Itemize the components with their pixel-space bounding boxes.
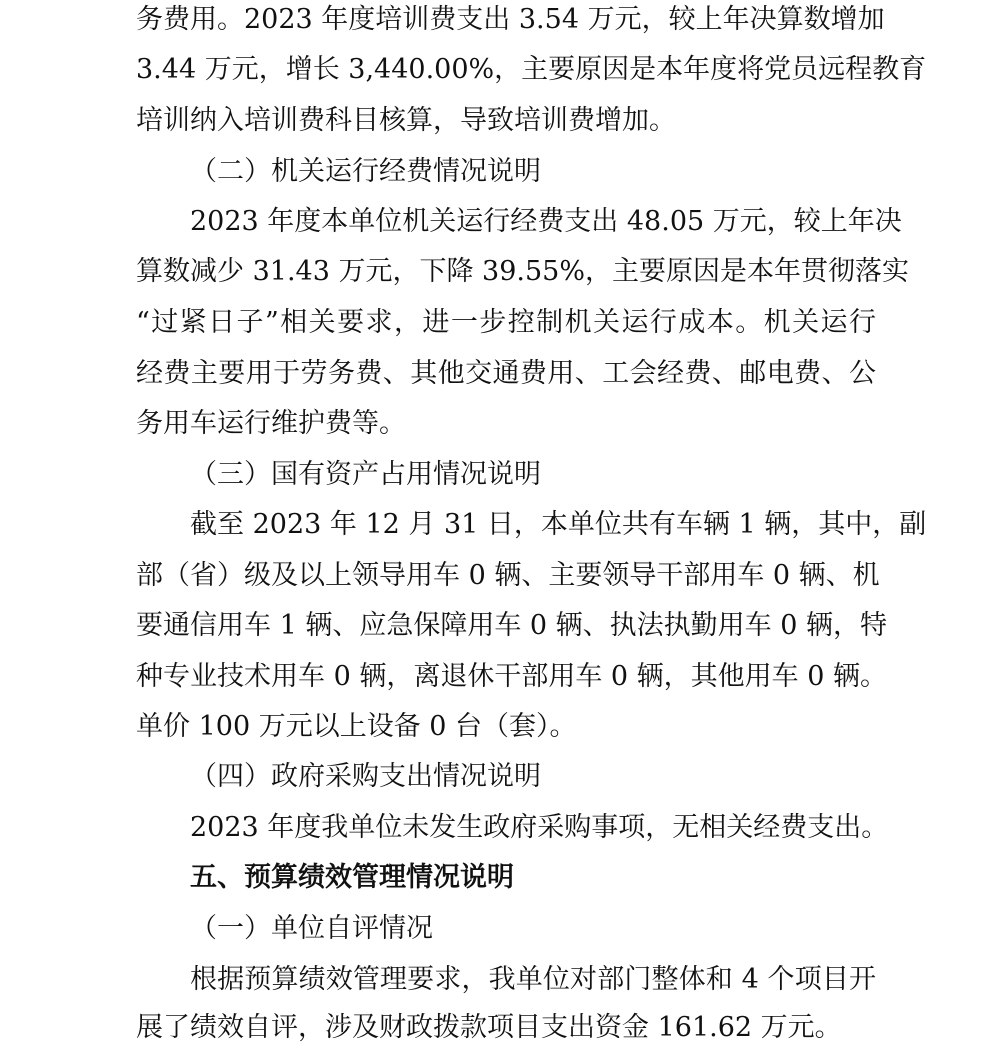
section-heading: （一）单位自评情况 [190,913,433,944]
paragraph-line: 根据预算绩效管理要求，我单位对部门整体和 4 个项目开 [190,964,876,995]
section-heading: （三）国有资产占用情况说明 [190,459,541,490]
chapter-heading: 五、预算绩效管理情况说明 [190,862,514,893]
paragraph-line: “过紧日子”相关要求，进一步控制机关运行成本。机关运行 [136,307,876,338]
paragraph-line: 2023 年度我单位未发生政府采购事项，无相关经费支出。 [190,812,889,843]
paragraph-line: 要通信用车 1 辆、应急保障用车 0 辆、执法执勤用车 0 辆，特 [136,610,888,641]
paragraph-line: 截至 2023 年 12 月 31 日，本单位共有车辆 1 辆，其中，副 [190,509,927,540]
paragraph-line: 务费用。2023 年度培训费支出 3.54 万元，较上年决算数增加 [136,4,885,35]
paragraph-line: 3.44 万元，增长 3,440.00%，主要原因是本年度将党员远程教育 [136,54,927,85]
paragraph-line: 2023 年度本单位机关运行经费支出 48.05 万元，较上年决 [190,206,902,237]
section-heading: （四）政府采购支出情况说明 [190,761,541,792]
paragraph-line: 务用车运行维护费等。 [136,408,406,439]
paragraph-line: 培训纳入培训费科目核算，导致培训费增加。 [136,105,676,136]
paragraph-line: 单价 100 万元以上设备 0 台（套）。 [136,711,577,742]
paragraph-line: 部（省）级及以上领导用车 0 辆、主要领导干部用车 0 辆、机 [136,560,880,591]
section-heading: （二）机关运行经费情况说明 [190,156,541,187]
paragraph-line: 展了绩效自评，涉及财政拨款项目支出资金 161.62 万元。 [136,1012,842,1043]
paragraph-line: 种专业技术用车 0 辆，离退休干部用车 0 辆，其他用车 0 辆。 [136,661,888,692]
paragraph-line: 经费主要用于劳务费、其他交通费用、工会经费、邮电费、公 [136,358,876,389]
paragraph-line: 算数减少 31.43 万元，下降 39.55%，主要原因是本年贯彻落实 [136,256,909,287]
